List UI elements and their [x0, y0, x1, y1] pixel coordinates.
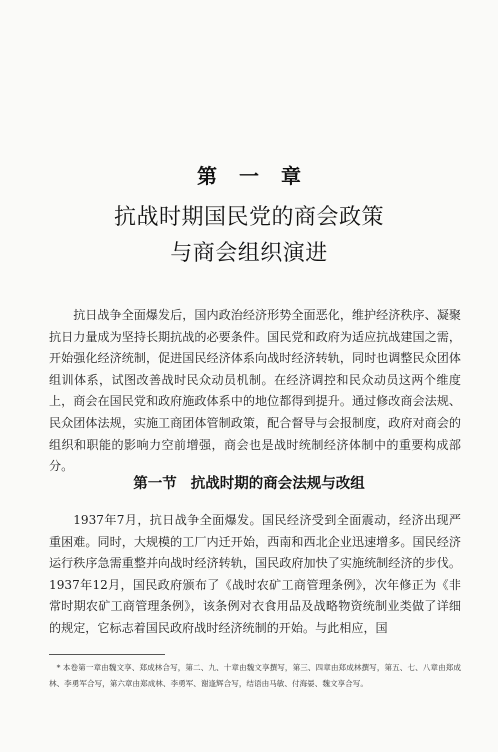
- section-title: 抗战时期的商会法规与改组: [190, 476, 365, 492]
- footnote-divider: [49, 654, 165, 655]
- chapter-label: 第一章: [197, 164, 323, 188]
- body-paragraph: 1937年7月，抗日战争全面爆发。国民经济受到全面震动，经济出现严重困难。同时，大规模的工厂内迁开始，西南和西北企业迅速增多。国民经济运行秩序急需重整并向战时经济转轨，国民政府加快了实施统制经济的步伐。1937年12月，国民政府颁布了《战时农矿工商管理条例》，次年修正为《非常时期农矿工商管理条例》，该条例对衣食用品及战略物资统制业类做了详细的规定，它标志着国民政府战时经济统制的开始。与此相应，国: [49, 513, 461, 635]
- footnote: * 本卷第一章由魏文享、郑成林合写，第二、九、十章由魏文享撰写，第三、四章由郑成林撰写，第五、七、八章由郑成林、李勇军合写，第六章由郑成林、李勇军、谢逢辉合写，结语由马敏、付海晏、魏文享合写。: [49, 663, 461, 688]
- chapter-title-line-1: 抗战时期国民党的商会政策: [113, 205, 384, 230]
- section-number: 第一节: [133, 476, 177, 492]
- chapter-title-line-2: 与商会组织演进: [170, 241, 328, 266]
- section-heading: [0, 472, 498, 493]
- intro-paragraph: 抗日战争全面爆发后，国内政治经济形势全面恶化，维护经济秩序、凝聚抗日力量成为坚持长期抗战的必要条件。国民党和政府为适应抗战建国之需，开始强化经济统制，促进国民经济体系向战时经济转轨，同时也调整民众团体组训体系，试图改善战时民众动员机制。在经济调控和民众动员这两个维度上，商会在国民党和政府施政体系中的地位都得到提升。通过修改商会法规、民众团体法规，实施工商团体管制政策，配合督导与会报制度，政府对商会的组织和职能的影响力空前增强，商会也是战时统制经济体制中的重要构成部分。: [49, 308, 461, 474]
